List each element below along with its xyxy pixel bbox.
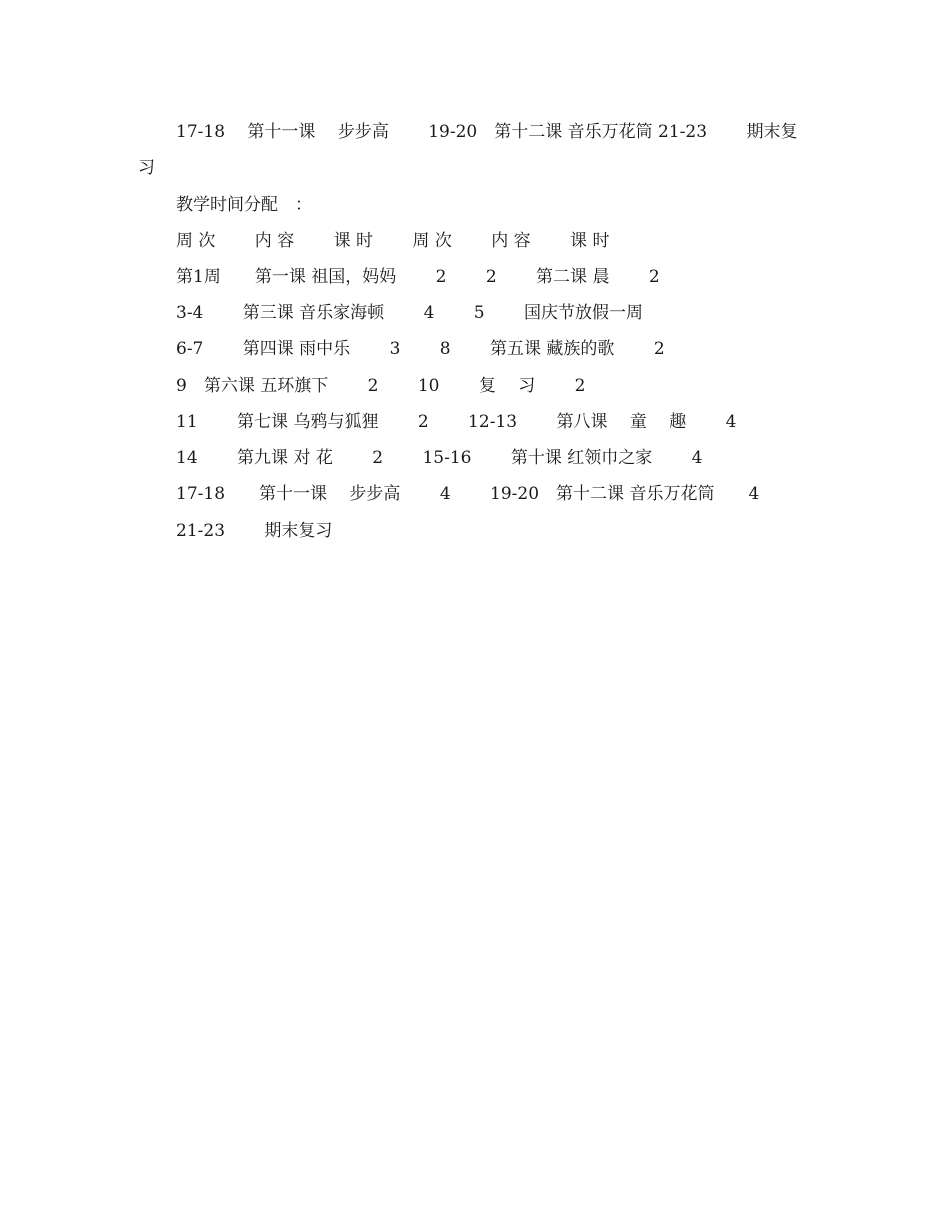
schedule-row: 6-7 第四课 雨中乐 3 8 第五课 藏族的歌 2 [176, 339, 665, 359]
schedule-row: 21-23 期末复习 [176, 521, 333, 541]
schedule-row: 3-4 第三课 音乐家海顿 4 5 国庆节放假一周 [176, 303, 644, 323]
schedule-row: 17-18 第十一课 步步高 4 19-20 第十二课 音乐万花筒 4 [176, 484, 760, 504]
schedule-row: 11 第七课 乌鸦与狐狸 2 12-13 第八课 童 趣 4 [176, 412, 737, 432]
schedule-row: 9 第六课 五环旗下 2 10 复 习 2 [176, 376, 586, 396]
schedule-header-row: 周 次 内 容 课 时 周 次 内 容 课 时 [176, 231, 610, 251]
schedule-row: 第1周 第一课 祖国，妈妈 2 2 第二课 晨 2 [176, 267, 660, 287]
intro-paragraph: 17-18 第十一课 步步高 19-20 第十二课 音乐万花筒 21-23 期末复习 [138, 122, 798, 178]
schedule-row: 14 第九课 对 花 2 15-16 第十课 红领巾之家 4 [176, 448, 703, 468]
schedule-heading: 教学时间分配 ： [176, 195, 312, 215]
